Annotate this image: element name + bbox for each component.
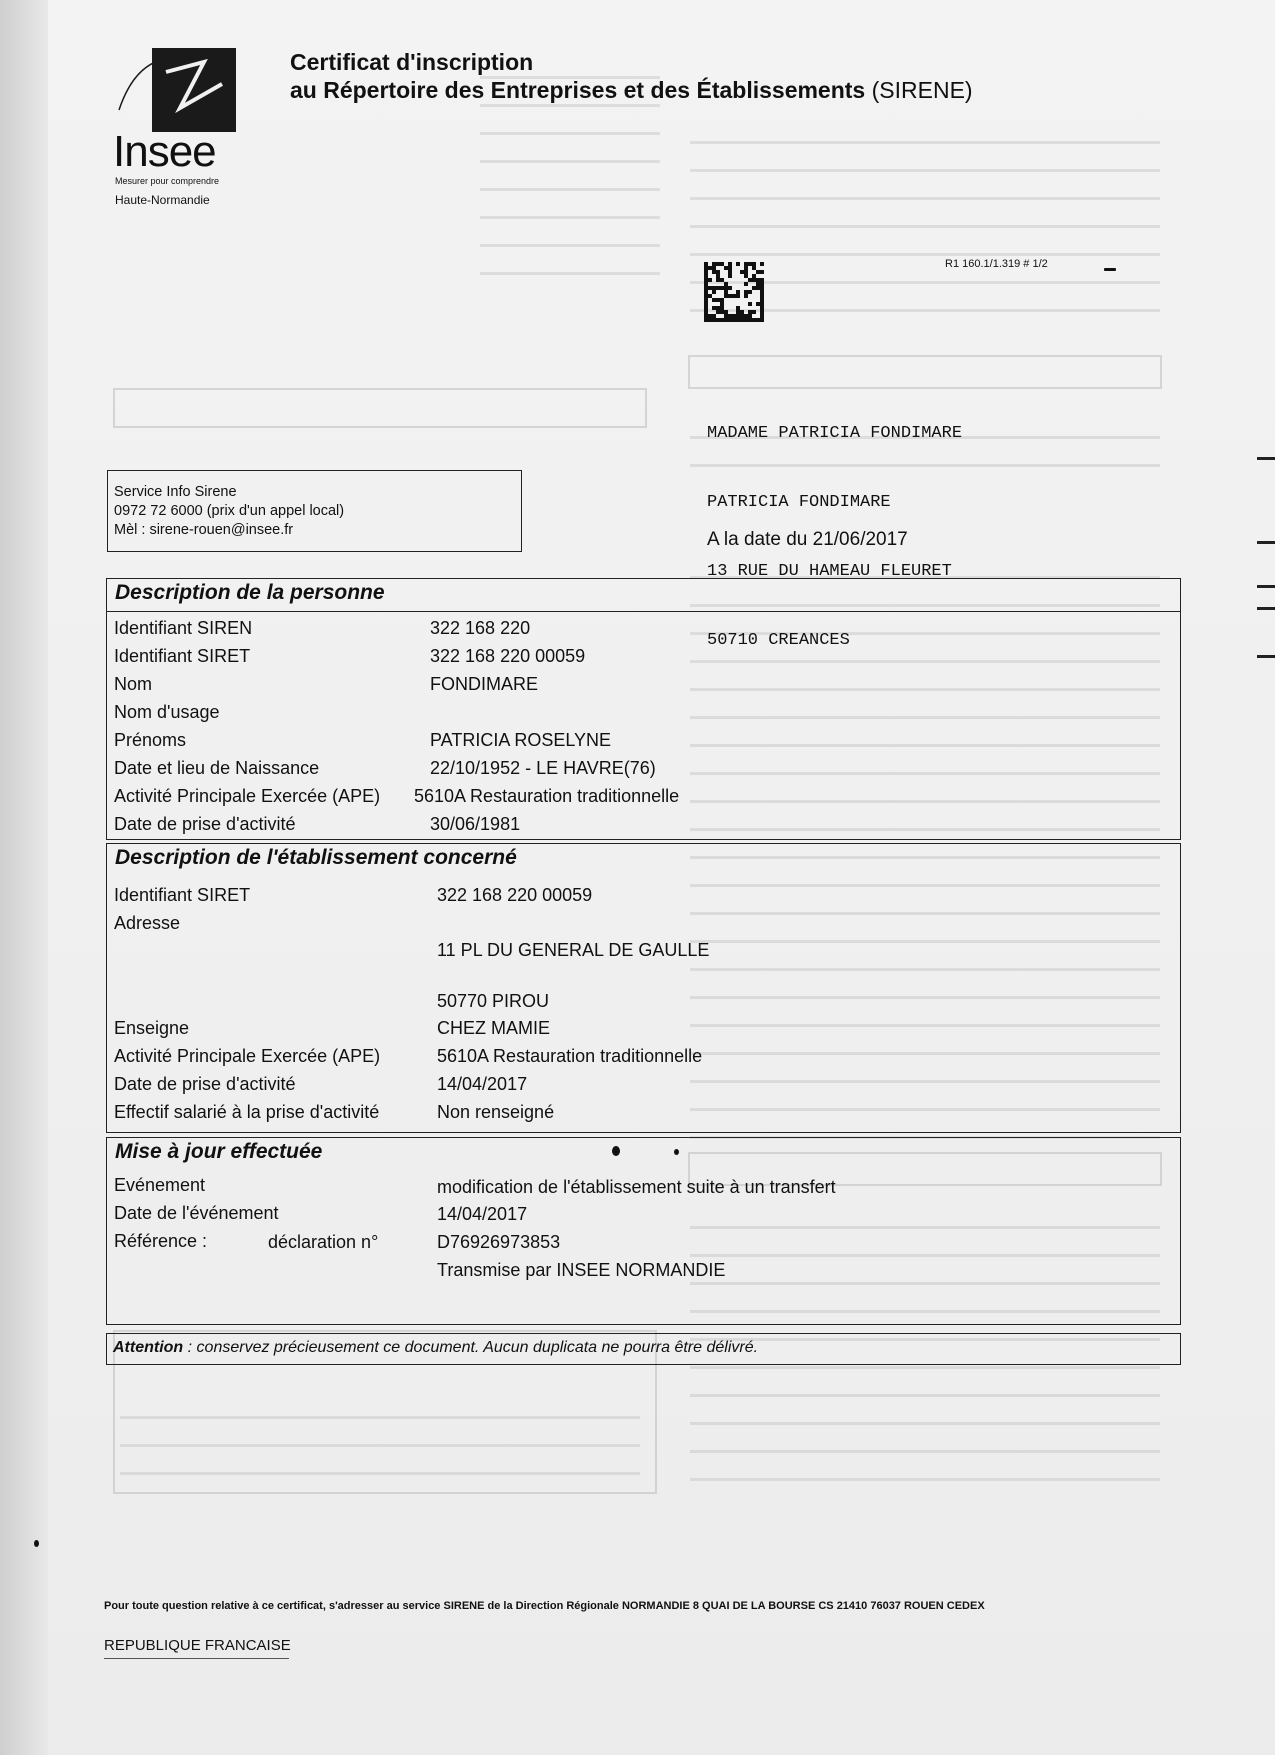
scan-speck (1104, 268, 1116, 271)
reference-code: R1 160.1/1.319 # 1/2 (945, 258, 1048, 270)
service-name: Service Info Sirene (114, 484, 237, 500)
personne-value: FONDIMARE (430, 674, 538, 694)
logo-region: Haute-Normandie (115, 193, 210, 207)
etablissement-label: Enseigne (114, 1018, 190, 1038)
certificate-date: A la date du 21/06/2017 (707, 529, 908, 550)
bleed-through-box (113, 388, 647, 428)
personne-label: Identifiant SIREN (114, 618, 253, 638)
maj-label: déclaration n° (268, 1232, 379, 1252)
scan-speck (674, 1149, 679, 1155)
scan-edge (0, 0, 50, 1755)
maj-label: Référence : (114, 1231, 208, 1251)
etablissement-label: Adresse (114, 913, 181, 933)
maj-value: D76926973853 (437, 1232, 561, 1252)
datamatrix-code-icon (703, 262, 765, 322)
personne-label: Nom d'usage (114, 702, 220, 722)
address-line: 13 RUE DU HAMEAU FLEURET (707, 562, 952, 581)
service-phone: 0972 72 6000 (prix d'un appel local) (114, 503, 345, 519)
section-etablissement-title: Description de l'établissement concerné (115, 846, 517, 869)
title-line-2-normal: (SIRENE) (871, 77, 973, 103)
logo-mark-icon (152, 48, 236, 132)
margin-tick (1257, 541, 1275, 544)
personne-label: Identifiant SIRET (114, 646, 251, 666)
maj-value: Transmise par INSEE NORMANDIE (437, 1260, 726, 1280)
footer-note: Pour toute question relative à ce certificat, s'adresser au service SIRENE de la Direction Régionale NORMANDIE 8 QUAI DE LA BOURSE CS 21410 76037 ROUEN CEDEX (104, 1600, 985, 1612)
title-line-1: Certificat d'inscription (290, 49, 534, 75)
personne-value: 5610A Restauration traditionnelle (414, 786, 680, 806)
title-line-2-bold: au Répertoire des Entreprises et des Établissements (290, 77, 866, 103)
maj-label: Evénement (114, 1175, 206, 1195)
personne-label: Activité Principale Exercée (APE) (114, 786, 381, 806)
personne-label: Nom (114, 674, 153, 694)
etablissement-value: 322 168 220 00059 (437, 885, 593, 905)
margin-tick (1257, 457, 1275, 460)
scan-speck (612, 1146, 620, 1156)
etablissement-label: Effectif salarié à la prise d'activité (114, 1102, 380, 1122)
personne-value: PATRICIA ROSELYNE (430, 730, 612, 750)
margin-tick (1257, 585, 1275, 588)
maj-label: Date de l'événement (114, 1203, 279, 1223)
service-email: Mèl : sirene-rouen@insee.fr (114, 522, 294, 538)
personne-label: Date et lieu de Naissance (114, 758, 320, 778)
etablissement-label: Identifiant SIRET (114, 885, 251, 905)
logo-square (152, 48, 236, 132)
etablissement-address-line: 11 PL DU GENERAL DE GAULLE (437, 940, 710, 960)
etablissement-value: Non renseigné (437, 1102, 555, 1122)
personne-value: 22/10/1952 - LE HAVRE(76) (430, 758, 656, 778)
etablissement-value: CHEZ MAMIE (437, 1018, 551, 1038)
etablissement-value: 5610A Restauration traditionnelle (437, 1046, 703, 1066)
etablissement-label: Date de prise d'activité (114, 1074, 296, 1094)
etablissement-address-line: 50770 PIROU (437, 991, 550, 1011)
logo-tagline: Mesurer pour comprendre (115, 176, 220, 186)
document-title (290, 48, 973, 104)
etablissement-value: 14/04/2017 (437, 1074, 528, 1094)
address-line: MADAME PATRICIA FONDIMARE (707, 424, 963, 443)
margin-tick (1257, 655, 1275, 658)
logo-swoosh-icon (113, 48, 163, 118)
personne-value: 322 168 220 00059 (430, 646, 586, 666)
margin-tick (1257, 607, 1275, 610)
address-line: PATRICIA FONDIMARE (707, 493, 891, 512)
attention-text: : conservez précieusement ce document. Aucun duplicata ne pourra être délivré. (183, 1339, 759, 1356)
etablissement-label: Activité Principale Exercée (APE) (114, 1046, 381, 1066)
title-line-2 (290, 76, 973, 104)
bleed-through-text (120, 1400, 640, 1490)
republique-francaise: REPUBLIQUE FRANCAISE (104, 1637, 291, 1654)
scan-speck (34, 1540, 39, 1547)
section-personne-title: Description de la personne (107, 579, 1180, 612)
personne-value: 322 168 220 (430, 618, 531, 638)
footer-divider (104, 1658, 289, 1659)
section-mise-a-jour-title: Mise à jour effectuée (115, 1140, 323, 1163)
attention-label: Attention (113, 1339, 184, 1356)
maj-value: modification de l'établissement suite à un transfert (437, 1177, 836, 1197)
logo-wordmark: Insee (113, 127, 216, 176)
personne-label: Date de prise d'activité (114, 814, 296, 834)
personne-label: Prénoms (114, 730, 187, 750)
maj-value: 14/04/2017 (437, 1204, 528, 1224)
service-info-box (107, 470, 522, 552)
address-line: 50710 CREANCES (707, 631, 850, 650)
personne-value: 30/06/1981 (430, 814, 521, 834)
attention-notice (106, 1333, 1181, 1365)
